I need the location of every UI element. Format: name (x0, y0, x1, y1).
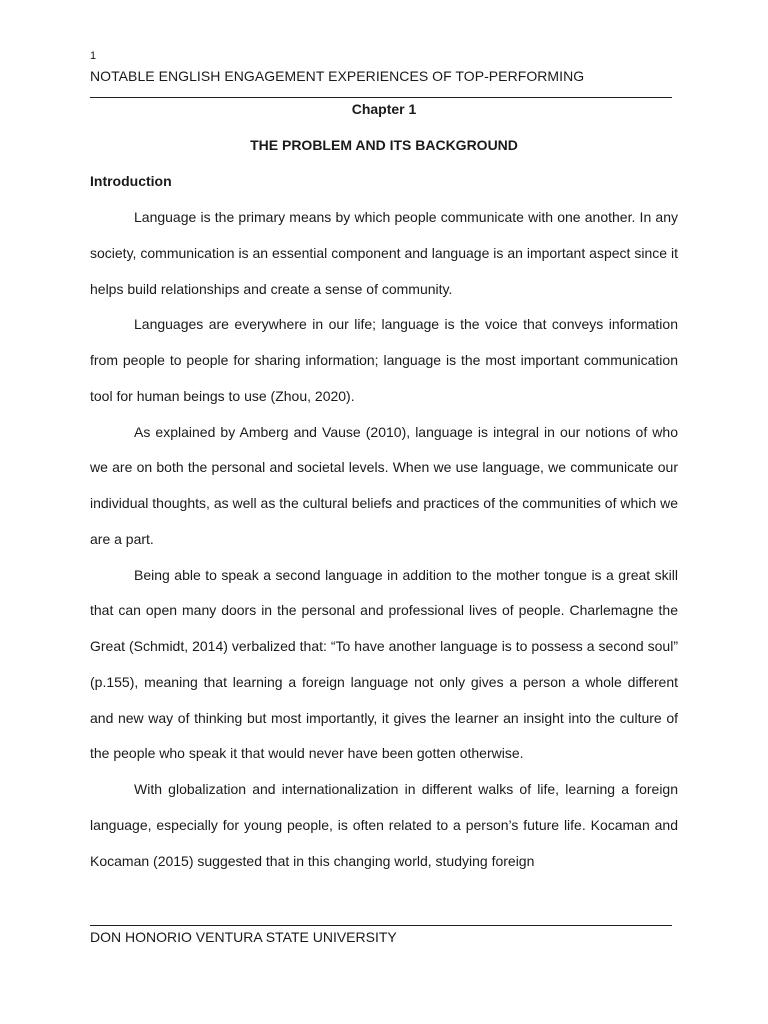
running-footer-institution: DON HONORIO VENTURA STATE UNIVERSITY (90, 929, 397, 945)
section-heading-introduction: Introduction (90, 173, 172, 189)
paragraph: Language is the primary means by which people communicate with one another. In any society, communication is an essential component and language is an important aspect since it helps build relationships and create a sense of community. (90, 209, 678, 297)
running-header-title: NOTABLE ENGLISH ENGAGEMENT EXPERIENCES OF TOP-PERFORMING (90, 68, 585, 84)
paragraph: As explained by Amberg and Vause (2010), language is integral in our notions of who we are on both the personal and societal levels. When we use language, we communicate our individual thoughts, as well as the cultural beliefs and practices of the communities of which we are a part. (90, 423, 678, 547)
paragraph: With globalization and internationalization in different walks of life, learning a foreign language, especially for young people, is often related to a person’s future life. Kocaman and Kocaman (2015) suggested that in this changing world, studying foreign (90, 781, 678, 869)
paragraph: Languages are everywhere in our life; language is the voice that conveys information from people to people for sharing information; language is the most important communication tool for human beings to use (Zhou, 2020). (90, 316, 678, 404)
header-divider (90, 97, 672, 98)
footer-divider (90, 925, 672, 926)
body-text (90, 200, 678, 879)
chapter-title: THE PROBLEM AND ITS BACKGROUND (250, 137, 518, 153)
chapter-label: Chapter 1 (351, 101, 417, 117)
page-number: 1 (90, 50, 97, 62)
paragraph: Being able to speak a second language in addition to the mother tongue is a great skill that can open many doors in the personal and professional lives of people. Charlemagne the Great (Schmidt, 2014) verbalized that: “To have another language is to possess a second soul” (p.155), meaning that learning a foreign language not only gives a person a whole different and new way of thinking but most importantly, it gives the learner an insight into the culture of the people who speak it that would never have been gotten otherwise. (90, 566, 678, 762)
